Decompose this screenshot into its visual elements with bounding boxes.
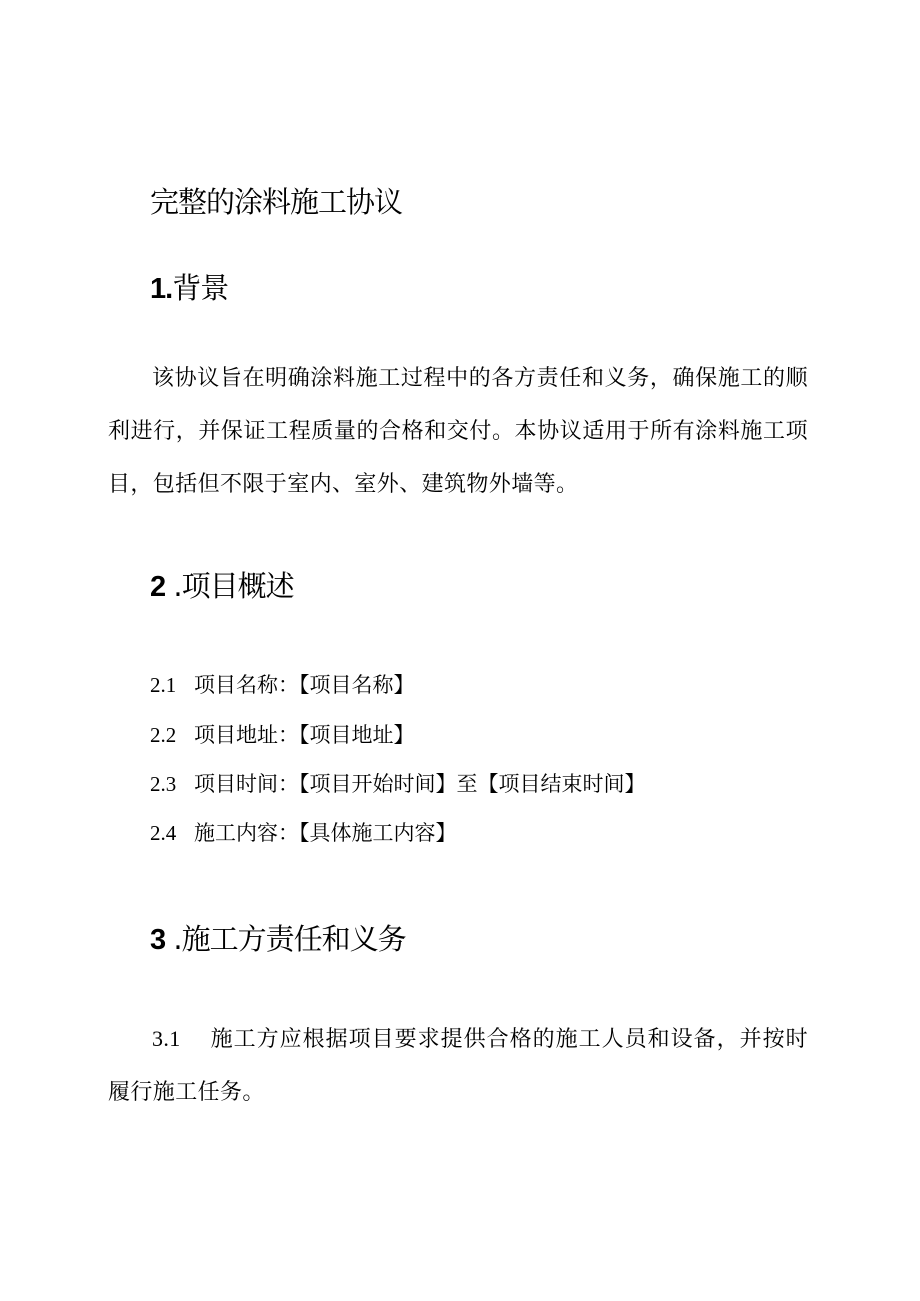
overview-item-address — [150, 718, 415, 752]
section-heading-duties — [150, 917, 406, 962]
item-text: 施工内容：【具体施工内容】 — [194, 821, 457, 845]
item-text: 施工方应根据项目要求提供合格的施工人员和设备，并按时履行施工任务。 — [108, 1027, 808, 1105]
overview-item-time — [150, 767, 646, 801]
background-paragraph: 该协议旨在明确涂料施工过程中的各方责任和义务，确保施工的顺利进行，并保证工程质量的合格和交付。本协议适用于所有涂料施工项目，包括但不限于室内、室外、建筑物外墙等。 — [108, 366, 808, 497]
section-heading-background — [150, 266, 228, 311]
section-number: 3 — [150, 924, 166, 956]
duties-item-paragraph — [108, 1012, 808, 1119]
section-number: 1. — [150, 273, 173, 305]
section-title: 背景 — [172, 271, 229, 305]
section-title: .施工方责任和义务 — [173, 922, 406, 956]
section-number: 2 — [150, 571, 166, 603]
overview-item-name — [150, 668, 415, 702]
item-number: 2.4 — [150, 821, 177, 845]
item-text: 项目名称：【项目名称】 — [194, 673, 415, 697]
item-text: 项目时间：【项目开始时间】至【项目结束时间】 — [194, 772, 646, 796]
item-text: 项目地址：【项目地址】 — [194, 723, 415, 747]
document-title: 完整的涂料施工协议 — [150, 185, 403, 219]
item-number: 2.3 — [150, 772, 177, 796]
item-number: 2.2 — [150, 723, 177, 747]
overview-item-content — [150, 816, 457, 850]
section-title: .项目概述 — [173, 569, 294, 603]
item-number: 3.1 — [152, 1026, 181, 1051]
section-heading-overview — [150, 564, 294, 609]
item-number: 2.1 — [150, 673, 177, 697]
